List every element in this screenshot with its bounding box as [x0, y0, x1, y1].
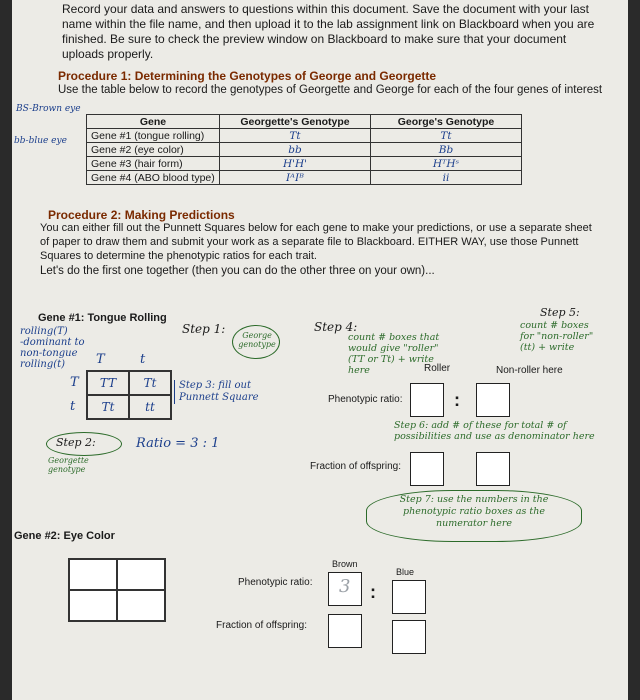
phenotypic-ratio-label: Phenotypic ratio:	[238, 577, 313, 588]
table-row	[87, 129, 522, 143]
top-allele: T	[96, 352, 105, 367]
step5-note: count # boxes for "non-roller" (tt) + write	[520, 320, 594, 353]
roller-count-box[interactable]	[410, 383, 444, 417]
ratio-colon: :	[454, 390, 460, 410]
document-page	[12, 0, 628, 700]
table-header: Gene	[87, 115, 220, 129]
ratio-note: Ratio = 3 : 1	[136, 436, 220, 451]
fraction-label: Fraction of offspring:	[216, 620, 307, 631]
punnett-cell[interactable]	[69, 559, 117, 590]
top-allele: t	[140, 352, 146, 367]
phenotypic-ratio-label: Phenotypic ratio:	[328, 394, 403, 405]
step4-note: count # boxes that would give "roller" (TT or Tt) + write here	[348, 332, 440, 376]
georgette-genotype-cell[interactable]: bb	[220, 143, 371, 157]
george-genotype-note: George genotype	[238, 331, 276, 349]
ratio-colon: :	[370, 582, 376, 602]
gene-cell: Gene #3 (hair form)	[87, 157, 220, 171]
punnett-cell[interactable]: TT	[87, 371, 129, 395]
lets-do-first: Let's do the first one together (then you can do the other three on your own)...	[40, 265, 435, 277]
roller-label: Roller	[424, 363, 451, 374]
blue-count-box[interactable]	[392, 580, 426, 614]
george-genotype-cell[interactable]: HᵀHˢ	[371, 157, 522, 171]
procedure-1-subtitle: Use the table below to record the genotypes of Georgette and George for each of the four genes of interest	[58, 84, 603, 96]
step1-label: Step 1:	[182, 322, 226, 336]
margin-note-blue: bb-blue eye	[14, 136, 67, 146]
punnett-cell[interactable]	[117, 559, 165, 590]
table-header: Georgette's Genotype	[220, 115, 371, 129]
georgette-genotype-cell[interactable]: H'H'	[220, 157, 371, 171]
george-genotype-cell[interactable]: Tt	[371, 129, 522, 143]
georgette-genotype-cell[interactable]: Tt	[220, 129, 371, 143]
step3-note: Step 3: fill out Punnett Square	[174, 380, 261, 404]
non-roller-count-box[interactable]	[476, 383, 510, 417]
punnett-cell[interactable]	[69, 590, 117, 621]
instructions: Record your data and answers to questions within this document. Save the document with your last name within the file name, and then upload it to the lab assignment link on Blackboard when you are finished. Be sure to check the preview window on Blackboard to make sure that your document uploads properly.	[62, 2, 595, 61]
punnett-cell[interactable]: Tt	[87, 395, 129, 419]
punnett-square-gene1	[86, 370, 172, 420]
fraction-label: Fraction of offspring:	[310, 461, 401, 472]
step5-label: Step 5:	[540, 306, 580, 319]
non-roller-label: Non-roller here	[496, 365, 563, 376]
georgette-genotype-note: Georgette genotype	[48, 456, 89, 474]
gene-cell: Gene #2 (eye color)	[87, 143, 220, 157]
procedure-2-text: You can either fill out the Punnett Squares below for each gene to make your predictions, or use a separate sheet of paper to draw them and submit your work as a separate file to Blackboard. EITHER WAY, use those Punnett Squares to determine the phenotypic ratios for each trait.	[40, 222, 592, 262]
side-allele: T	[70, 375, 79, 390]
punnett-cell[interactable]: tt	[129, 395, 171, 419]
georgette-genotype-cell[interactable]: IᴬIᴮ	[220, 171, 371, 185]
step2-label: Step 2:	[56, 436, 96, 449]
gene-cell: Gene #1 (tongue rolling)	[87, 129, 220, 143]
brown-count-value: 3	[339, 576, 351, 597]
step4-label: Step 4:	[314, 320, 358, 334]
side-allele: t	[70, 399, 76, 414]
gene1-label: Gene #1: Tongue Rolling	[38, 312, 167, 324]
table-row	[87, 171, 522, 185]
dominance-note: rolling(T) -dominant to non-tongue rolling(t)	[20, 326, 85, 370]
gene2-label: Gene #2: Eye Color	[14, 530, 115, 542]
table-row	[87, 143, 522, 157]
step6-note: Step 6: add # of these for total # of possibilities and use as denominator here	[394, 420, 595, 442]
gene-cell: Gene #4 (ABO blood type)	[87, 171, 220, 185]
non-roller-fraction-box[interactable]	[476, 452, 510, 486]
roller-fraction-box[interactable]	[410, 452, 444, 486]
punnett-cell[interactable]	[117, 590, 165, 621]
george-genotype-cell[interactable]: Bb	[371, 143, 522, 157]
blue-label: Blue	[396, 567, 415, 577]
table-row	[87, 157, 522, 171]
margin-note-brown: BS-Brown eye	[16, 104, 81, 114]
george-genotype-cell[interactable]: ii	[371, 171, 522, 185]
genotype-table	[86, 114, 522, 185]
blue-fraction-box[interactable]	[392, 620, 426, 654]
procedure-2-title: Procedure 2: Making Predictions	[48, 208, 235, 222]
procedure-1-title: Procedure 1: Determining the Genotypes of George and Georgette	[58, 69, 437, 83]
punnett-cell[interactable]: Tt	[129, 371, 171, 395]
punnett-square-gene2	[68, 558, 166, 622]
step7-note: Step 7: use the numbers in the phenotypic ratio boxes as the numerator here	[399, 494, 549, 529]
brown-fraction-box[interactable]	[328, 614, 362, 648]
brown-label: Brown	[332, 559, 358, 569]
table-header: George's Genotype	[371, 115, 522, 129]
